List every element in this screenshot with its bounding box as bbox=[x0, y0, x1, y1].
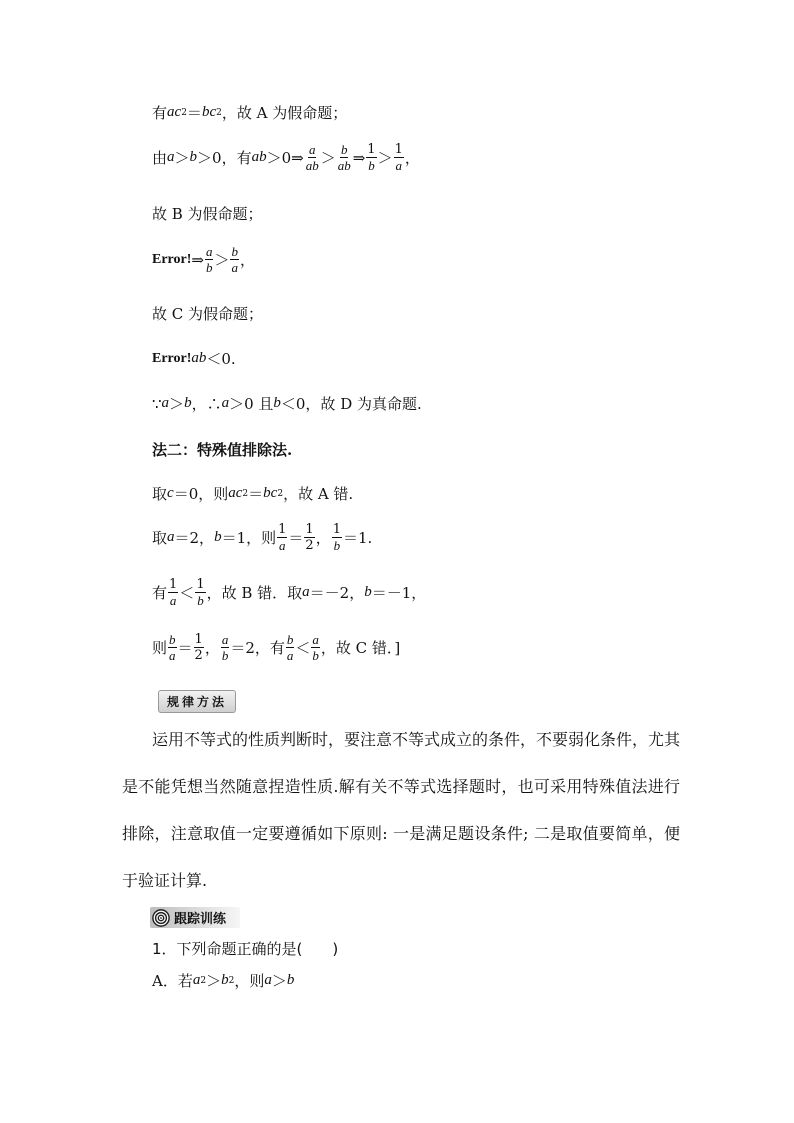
var: bc bbox=[201, 104, 217, 120]
text: 法二：特殊值排除法. bbox=[152, 441, 293, 459]
text: ，∴ bbox=[191, 395, 222, 413]
method-text: 运用不等式的性质判断时，要注意不等式成立的条件，不要弱化条件，尤其是不能凭想当然随意捏造性质.解有关不等式选择题时，也可采用特殊值法进行排除，注意取值一定要遵循如下原则: 一是满足题设条件; 二是取值要简单，便于验证计算. bbox=[122, 730, 681, 890]
fraction: $\frac{a}{b}$ bbox=[312, 632, 319, 663]
text: ，故 A 错. bbox=[283, 485, 354, 503]
fraction: $\frac{b}{ab}$ bbox=[337, 142, 351, 173]
var: a bbox=[192, 972, 201, 988]
text: ＝0，则 bbox=[173, 485, 229, 503]
text: ⇒ bbox=[191, 250, 204, 269]
solution-line-1: 有 ac 2 ＝ bc 2 ，故 A 为假命题； bbox=[152, 104, 348, 122]
solution-line-11 bbox=[152, 577, 426, 608]
text: ，则 bbox=[234, 972, 265, 990]
text: ＞ bbox=[169, 395, 185, 413]
text: ＝ bbox=[248, 485, 264, 503]
fraction: $\frac{a}{ab}$ bbox=[305, 142, 319, 173]
option-a: A．若 a 2 ＞ b 2 ，则 a ＞ b bbox=[152, 972, 295, 990]
var: b bbox=[286, 972, 295, 988]
text: ＞ bbox=[174, 149, 190, 167]
practice-tag-label: 跟踪训练 bbox=[174, 912, 227, 927]
text: ＞0⇒ bbox=[266, 149, 304, 167]
var: b bbox=[214, 529, 222, 545]
text: ，故 B 错．取 bbox=[206, 584, 303, 602]
var: c bbox=[167, 485, 174, 501]
solution-line-7 bbox=[152, 393, 422, 414]
text: ＞ bbox=[271, 972, 287, 990]
text: ＝1，则 bbox=[221, 529, 277, 547]
var: b bbox=[184, 395, 192, 411]
text: 有 bbox=[152, 584, 168, 602]
text: ＝－1， bbox=[371, 584, 427, 602]
error-text: Error! bbox=[152, 251, 192, 267]
solution-line-12 bbox=[152, 632, 400, 663]
text: 取 bbox=[152, 529, 168, 547]
text: 故 B 为假命题； bbox=[152, 205, 263, 223]
fraction: $\frac{b}{a}$ bbox=[286, 632, 294, 663]
var: ac bbox=[167, 104, 182, 120]
text: ＞0，有 bbox=[197, 149, 252, 167]
practice-tag bbox=[150, 907, 240, 928]
var: b bbox=[273, 395, 281, 411]
text: ⇒ bbox=[352, 148, 366, 167]
text: ＝1. bbox=[342, 529, 373, 547]
text: 由 bbox=[152, 149, 168, 167]
var: b bbox=[364, 584, 372, 600]
fraction: $\frac{b}{a}$ bbox=[231, 244, 238, 275]
fraction: $\frac{b}{a}$ bbox=[169, 632, 176, 663]
solution-line-5 bbox=[152, 303, 263, 324]
var: ab bbox=[251, 149, 267, 165]
text: ∵ bbox=[152, 394, 162, 413]
method-two-heading bbox=[152, 439, 292, 460]
method-tag-label: 规律方法 bbox=[167, 695, 228, 709]
text: ＝ bbox=[177, 639, 193, 657]
text: ＝2，有 bbox=[230, 639, 285, 657]
text: ＝ bbox=[288, 529, 304, 547]
var: a bbox=[264, 972, 272, 988]
text: ＞0 且 bbox=[229, 395, 274, 413]
text: ＝2， bbox=[174, 529, 215, 547]
text: 则 bbox=[152, 639, 168, 657]
fraction: $\frac{a}{b}$ bbox=[221, 632, 229, 663]
var: b bbox=[189, 149, 198, 165]
solution-line-3 bbox=[152, 203, 263, 224]
question-text: 1．下列命题正确的是( ) bbox=[152, 940, 339, 958]
text: ＝ bbox=[186, 104, 202, 122]
fraction: $\frac{1}{b}$ bbox=[196, 577, 205, 608]
solution-line-10 bbox=[152, 522, 372, 553]
text: ＜ bbox=[179, 584, 195, 602]
var: ab bbox=[191, 350, 207, 366]
text: A．若 bbox=[152, 972, 193, 990]
fraction: $\frac{1}{a}$ bbox=[278, 522, 287, 553]
text: ， bbox=[239, 251, 255, 269]
solution-line-4 bbox=[152, 244, 255, 275]
text: 有 bbox=[152, 104, 168, 122]
fraction: $\frac{1}{b}$ bbox=[367, 142, 376, 173]
text: ， bbox=[404, 149, 420, 167]
fraction: $\frac{1}{2}$ bbox=[305, 522, 314, 553]
var: a bbox=[302, 584, 310, 600]
var: a bbox=[167, 149, 175, 165]
text: ＞ bbox=[320, 149, 336, 167]
solution-line-2 bbox=[152, 142, 420, 173]
text: ， bbox=[315, 529, 331, 547]
text: 故 C 为假命题； bbox=[152, 305, 264, 323]
text: ，故 C 错．] bbox=[320, 639, 401, 657]
fraction: $\frac{1}{2}$ bbox=[194, 632, 203, 663]
fraction: $\frac{1}{a}$ bbox=[394, 142, 403, 173]
text: ＞ bbox=[206, 972, 222, 990]
text: ＜0，故 D 为真命题. bbox=[280, 395, 422, 413]
solution-line-6 bbox=[152, 348, 236, 369]
fraction: $\frac{1}{a}$ bbox=[169, 577, 178, 608]
method-tag bbox=[158, 690, 236, 713]
text: ＞ bbox=[214, 251, 230, 269]
var: ac bbox=[228, 485, 243, 501]
text: 取 bbox=[152, 485, 168, 503]
text: ＜0. bbox=[206, 350, 236, 368]
text: ， bbox=[204, 639, 220, 657]
text: ，故 A 为假命题； bbox=[221, 104, 348, 122]
var: a bbox=[221, 395, 230, 411]
var: b bbox=[221, 972, 229, 988]
solution-line-9: 取 c ＝0，则 ac 2 ＝ bc 2 ，故 A 错. bbox=[152, 485, 354, 503]
fraction: $\frac{a}{b}$ bbox=[205, 244, 213, 275]
error-text: Error! bbox=[152, 350, 192, 366]
var: a bbox=[161, 395, 170, 411]
text: ＞ bbox=[377, 149, 393, 167]
var: bc bbox=[263, 485, 278, 501]
fraction: $\frac{1}{b}$ bbox=[332, 522, 341, 553]
question-1 bbox=[152, 938, 338, 959]
text: ＝－2， bbox=[309, 584, 365, 602]
target-icon bbox=[152, 909, 170, 927]
var: a bbox=[167, 529, 175, 545]
text: ＜ bbox=[295, 639, 311, 657]
method-paragraph bbox=[122, 716, 680, 904]
